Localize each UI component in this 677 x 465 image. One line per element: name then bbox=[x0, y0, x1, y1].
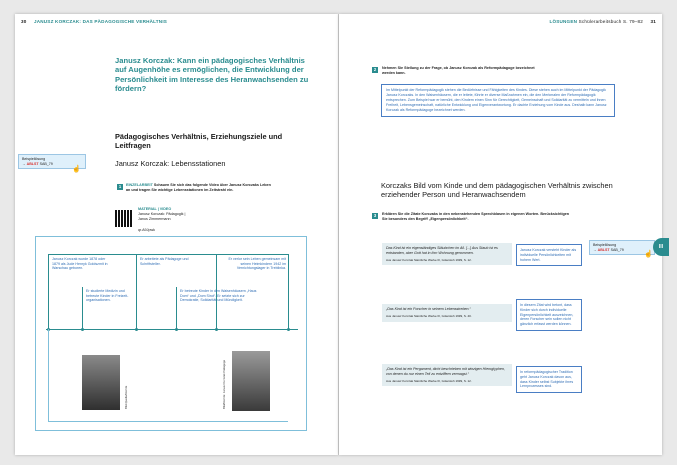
quote-3-answer: In reformpädagogischer Tradition geht Janusz Korczak davon aus, dass Kinder selbst Subjekte ihres Lernprozesses sind. bbox=[516, 366, 582, 393]
timeline-point bbox=[175, 328, 178, 331]
photo-old-korczak bbox=[232, 351, 270, 411]
hand-cursor-icon: ☝ bbox=[72, 166, 81, 173]
hand-cursor-icon: ☝ bbox=[644, 251, 653, 258]
right-running-head-ref: Schülerarbeitsbuch S. 79–82 bbox=[578, 19, 643, 24]
section-heading: Korczaks Bild vom Kinde und dem pädagogischen Verhältnis zwischen erziehender Person und Heranwachsendem bbox=[381, 181, 613, 200]
badge-code: ABLST bbox=[26, 161, 39, 166]
right-page-number: 31 bbox=[650, 19, 656, 24]
material-line-2: Janus Zimmermann bbox=[138, 216, 171, 221]
quote-1 bbox=[382, 243, 512, 265]
material-code-link[interactable]: qr.A9Jpwk bbox=[138, 228, 156, 232]
task-2-number: 2 bbox=[373, 67, 377, 72]
answer-box-reformpaedagogik: Im Mittelpunkt der Reformpädagogik stehen die Bedürfnisse und Fähigkeiten des Kindes. Diese stehen auch im Mittelpunkt der Pädagogik Janusz Korczaks. In den Waisenhäusern, die er leitete, führte er diverse Maßnahmen ein, die den Merkmalen der Reformpädagogik entsprechen. Zum Beispiel war er bemüht, den Kindern einen Sinn für Gerechtigkeit, Gemeinschaft und Solidarität zu vermitteln und ihnen Freiheit, Lebensgemeinschaft, natürliche Entwicklung und Eigenverantwortung. Er dachte Erziehung vom Kinde aus. Deshalb kann Janusz Korczak als Reformpädagoge bezeichnet werden. bbox=[381, 84, 615, 117]
quote-1-answer: Janusz Korczak versteht Kinder als individuelle Persönlichkeiten mit hohem Wert. bbox=[516, 244, 582, 266]
badge-code: ABLST bbox=[597, 247, 610, 252]
task-2-text: Nehmen Sie Stellung zu der Frage, ob Janusz Korczak als Reformpädagoge bezeichnet werden kann. bbox=[382, 66, 535, 75]
material-line-1: Janusz Korczak: Pädagogik | bbox=[138, 211, 186, 216]
quote-1-text: Das Kind ist ein eigenständiges Stäubchen im All. [...] Aus Staub ist es entstanden, aber Gott hat in ihm Wohnung genommen. bbox=[386, 246, 498, 255]
beispielloesung-badge-left[interactable]: Beispiellösung → ABLST SAB_79 bbox=[18, 154, 86, 169]
subtitle-lebensstationen: Janusz Korczak: Lebensstationen bbox=[115, 159, 226, 168]
timeline-box bbox=[35, 236, 307, 431]
badge-ref: SAB_79 bbox=[39, 161, 53, 166]
task-3-number: 3 bbox=[373, 213, 377, 218]
timeline-entry-orphanage: Er betreute Kinder in den Waisenhäusern „Haus Dom“ und „Dom Sirot“. Er setzte sich zur Demokratie, Solidarität und Mündigkeit. bbox=[180, 289, 257, 303]
badge-label: Beispiellösung bbox=[593, 243, 617, 247]
timeline-entry-study: Er studierte Medizin und betreute Kinder in Freizeit-organisationen. bbox=[86, 289, 129, 303]
chapter-tab[interactable]: III bbox=[653, 238, 669, 256]
left-running-head: JANUSZ KORCZAK: DAS PÄDAGOGISCHE VERHÄLTNIS bbox=[34, 19, 168, 24]
timeline-entry-birth: Janusz Korczak wurde 1878 oder 1879 als Jude Henryk Goldszmit in Warschau geboren. bbox=[52, 257, 108, 271]
badge-ref: SAB_79 bbox=[610, 247, 624, 252]
timeline-entry-work: Er arbeitete als Pädagoge und Schriftsteller. bbox=[140, 257, 189, 266]
quote-2-answer: In diesem Zitat wird betont, dass Kinder sich durch individuelle Eigenpersönlichkeit auszeichnen, deren Forscher sein sollen nicht gänzlich erfasst werden können. bbox=[516, 299, 582, 331]
task-1-text bbox=[126, 183, 276, 193]
right-running-head-label: LÖSUNGEN bbox=[549, 19, 578, 24]
page-title: Janusz Korczak: Kann ein pädagogisches Verhältnis auf Augenhöhe es ermöglichen, die Entwicklung der Persönlichkeit im Interesse des Heranwachsenden zu fördern? bbox=[115, 56, 309, 94]
timeline-point bbox=[135, 328, 138, 331]
quote-2-text: „Das Kind ist ein Forscher in seinem Lebensstreben.“ bbox=[386, 307, 471, 311]
photo-young-korczak bbox=[82, 355, 120, 410]
timeline-point bbox=[287, 328, 290, 331]
badge-label: Beispiellösung bbox=[22, 157, 46, 161]
quote-2 bbox=[382, 304, 512, 322]
quote-3-source: Aus Janusz Korczak Sämtliche Werke III, Gütersloh 1999, S. 12. bbox=[386, 378, 472, 383]
material-info bbox=[138, 207, 228, 221]
material-label: MATERIAL | VIDEO bbox=[138, 207, 172, 211]
photo-1-caption: Bild-Quelle/Rechte bbox=[124, 385, 128, 409]
qr-code-icon[interactable] bbox=[115, 210, 132, 227]
task-1-instruction: Schauen Sie sich das folgende Video über Janusz Korczaks Leben an und tragen Sie wichtige Lebensstationen im Zeitstrahl ein. bbox=[126, 183, 271, 192]
photo-2-caption: Bild/Rechte: Janusz Korczak Pädagoge bbox=[222, 359, 226, 409]
subtitle-erziehungsziele: Pädagogisches Verhältnis, Erziehungsziele und Leitfragen bbox=[115, 132, 283, 151]
timeline-entry-death: Er verlor sein Leben gemeinsam mit seinen Heimkindern 1942 im Vernichtungslager in Treblinka. bbox=[228, 257, 286, 271]
quote-3 bbox=[382, 364, 512, 386]
timeline-point bbox=[81, 328, 84, 331]
left-page bbox=[15, 14, 338, 455]
right-page bbox=[339, 14, 662, 455]
quote-1-source: Aus Janusz Korczak Sämtliche Werke III, Gütersloh 1999, S. 12. bbox=[386, 257, 472, 262]
left-page-number: 30 bbox=[21, 19, 27, 24]
task-1-label: EINZELARBEIT bbox=[126, 183, 153, 187]
task-1-number: 1 bbox=[118, 184, 122, 189]
quote-2-source: Aus Janusz Korczak Sämtliche Werke III, Gütersloh 1999, S. 40. bbox=[386, 313, 472, 318]
beispielloesung-badge-right[interactable]: Beispiellösung → ABLST SAB_79 bbox=[589, 240, 655, 255]
quote-3-text: „Das Kind ist ein Pergament, dicht beschrieben mit winzigen Hieroglyphen, von denen du nur einen Teil zu entziffern vermagst.“ bbox=[386, 367, 505, 376]
task-3-text: Erklären Sie die Zitate Korczaks in den nebenstehenden Sprechblasen in eigenen Worten. Berücksichtigen Sie besonders den Begriff „Eigenpersönlichkeit“. bbox=[382, 212, 570, 221]
timeline-point bbox=[215, 328, 218, 331]
